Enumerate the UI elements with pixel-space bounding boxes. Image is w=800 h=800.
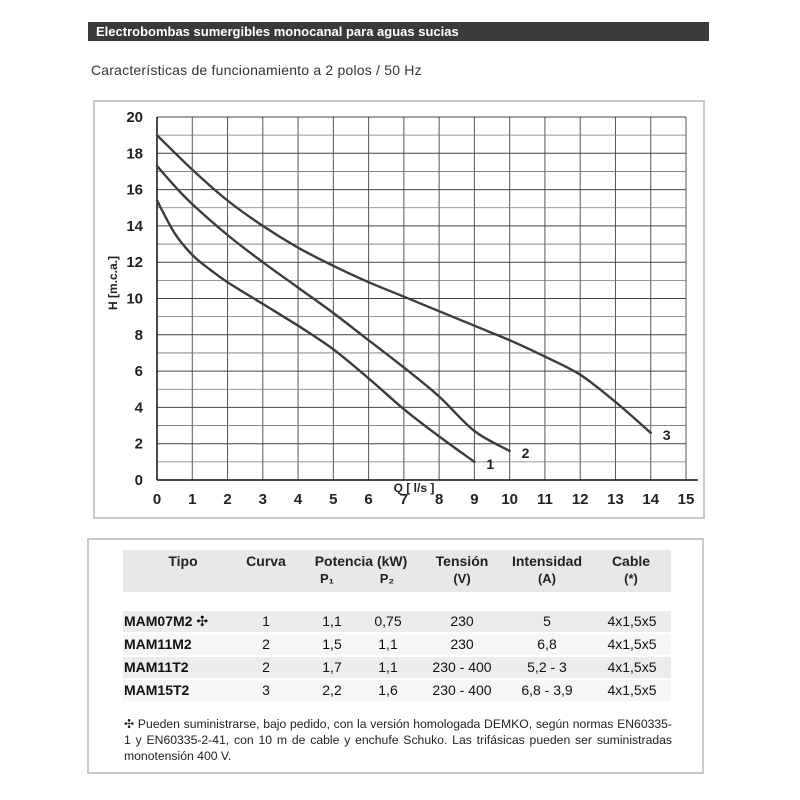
- col-header-tipo: Tipo: [168, 553, 198, 569]
- cell-curva: 2: [262, 636, 270, 652]
- y-tick-label: 10: [126, 290, 143, 308]
- x-tick-label: 13: [607, 491, 624, 508]
- y-tick-label: 4: [134, 399, 143, 417]
- cell-intensidad: 6,8 - 3,9: [521, 682, 573, 698]
- curve-label-2: 2: [521, 444, 530, 461]
- cell-curva: 1: [262, 613, 270, 629]
- cell-cable: 4x1,5x5: [607, 659, 657, 675]
- x-tick-label: 7: [399, 491, 409, 508]
- x-tick-label: 2: [223, 491, 232, 508]
- y-tick-label: 6: [134, 363, 143, 381]
- col-header-cable: Cable: [611, 553, 651, 569]
- col-header-tension: Tensión: [435, 553, 489, 569]
- col-header-potencia: Potencia (kW): [314, 553, 408, 569]
- col-header-intensidad: Intensidad: [511, 553, 582, 569]
- cell-p1: 1,7: [322, 659, 342, 675]
- y-tick-label: 20: [126, 109, 143, 126]
- cell-p1: 1,5: [322, 636, 342, 652]
- cell-p1: 1,1: [322, 613, 342, 629]
- y-tick-label: 2: [134, 435, 143, 453]
- x-tick-label: 1: [188, 491, 197, 508]
- cell-cable: 4x1,5x5: [607, 613, 657, 629]
- cell-cable: 4x1,5x5: [607, 636, 657, 652]
- footnote: ✣ Pueden suministrarse, bajo pedido, con la versión homologada DEMKO, según normas EN60335-1 y EN60335-2-41, con 10 m de cable y enchufe Schuko. Las trifásicas pueden ser suministradas monotensión 400 V.: [124, 717, 672, 763]
- cell-intensidad: 5,2 - 3: [527, 659, 567, 675]
- col-header-curva: Curva: [246, 553, 286, 569]
- cell-p2: 1,1: [378, 659, 398, 675]
- x-tick-label: 15: [677, 491, 695, 508]
- curve-label-1: 1: [486, 455, 495, 472]
- page-title: Electrobombas sumergibles monocanal para aguas sucias: [96, 24, 459, 39]
- x-tick-label: 3: [258, 491, 267, 508]
- y-tick-label: 14: [126, 217, 143, 235]
- cell-intensidad: 6,8: [537, 636, 557, 652]
- x-tick-label: 12: [571, 491, 589, 508]
- curve-label-3: 3: [662, 426, 671, 443]
- y-tick-label: 12: [126, 254, 143, 272]
- cell-curva: 2: [262, 659, 270, 675]
- col-header-p1: P₁: [319, 571, 335, 586]
- cell-p1: 2,2: [322, 682, 342, 698]
- x-tick-label: 14: [642, 491, 660, 508]
- x-axis-label: Q [ l/s ]: [393, 481, 435, 495]
- x-tick-label: 6: [364, 491, 373, 508]
- x-tick-label: 11: [537, 491, 553, 508]
- cell-tipo: MAM07M2 ✣: [124, 613, 209, 629]
- cell-curva: 3: [262, 682, 270, 698]
- y-tick-label: 0: [134, 472, 143, 489]
- cell-tension: 230 - 400: [432, 682, 492, 698]
- cell-tipo: MAM11T2: [124, 659, 189, 675]
- col-header-p2: P₂: [379, 571, 395, 586]
- x-tick-label: 9: [470, 491, 479, 508]
- cell-tension: 230 - 400: [432, 659, 492, 675]
- col-header-tension-unit: (V): [453, 571, 471, 586]
- y-tick-label: 8: [134, 326, 143, 344]
- cell-tension: 230: [450, 613, 474, 629]
- y-tick-label: 18: [126, 145, 143, 163]
- y-tick-label: 16: [126, 181, 143, 199]
- x-tick-label: 10: [501, 491, 519, 508]
- cell-p2: 0,75: [374, 613, 402, 629]
- x-tick-label: 5: [329, 491, 338, 508]
- x-tick-label: 4: [293, 491, 303, 508]
- col-header-intensidad-unit: (A): [537, 571, 557, 586]
- chart-subtitle: Características de funcionamiento a 2 polos / 50 Hz: [91, 62, 422, 78]
- col-header-cable-unit: (*): [624, 571, 638, 586]
- cell-cable: 4x1,5x5: [607, 682, 657, 698]
- x-tick-label: 0: [152, 491, 162, 508]
- cell-p2: 1,6: [378, 682, 398, 698]
- cell-tension: 230: [450, 636, 474, 652]
- y-axis-label: H [m.c.a.]: [106, 255, 120, 311]
- cell-intensidad: 5: [543, 613, 551, 629]
- cell-p2: 1,1: [378, 636, 398, 652]
- cell-tipo: MAM15T2: [124, 682, 190, 698]
- x-tick-label: 8: [434, 491, 444, 508]
- cell-tipo: MAM11M2: [124, 636, 192, 652]
